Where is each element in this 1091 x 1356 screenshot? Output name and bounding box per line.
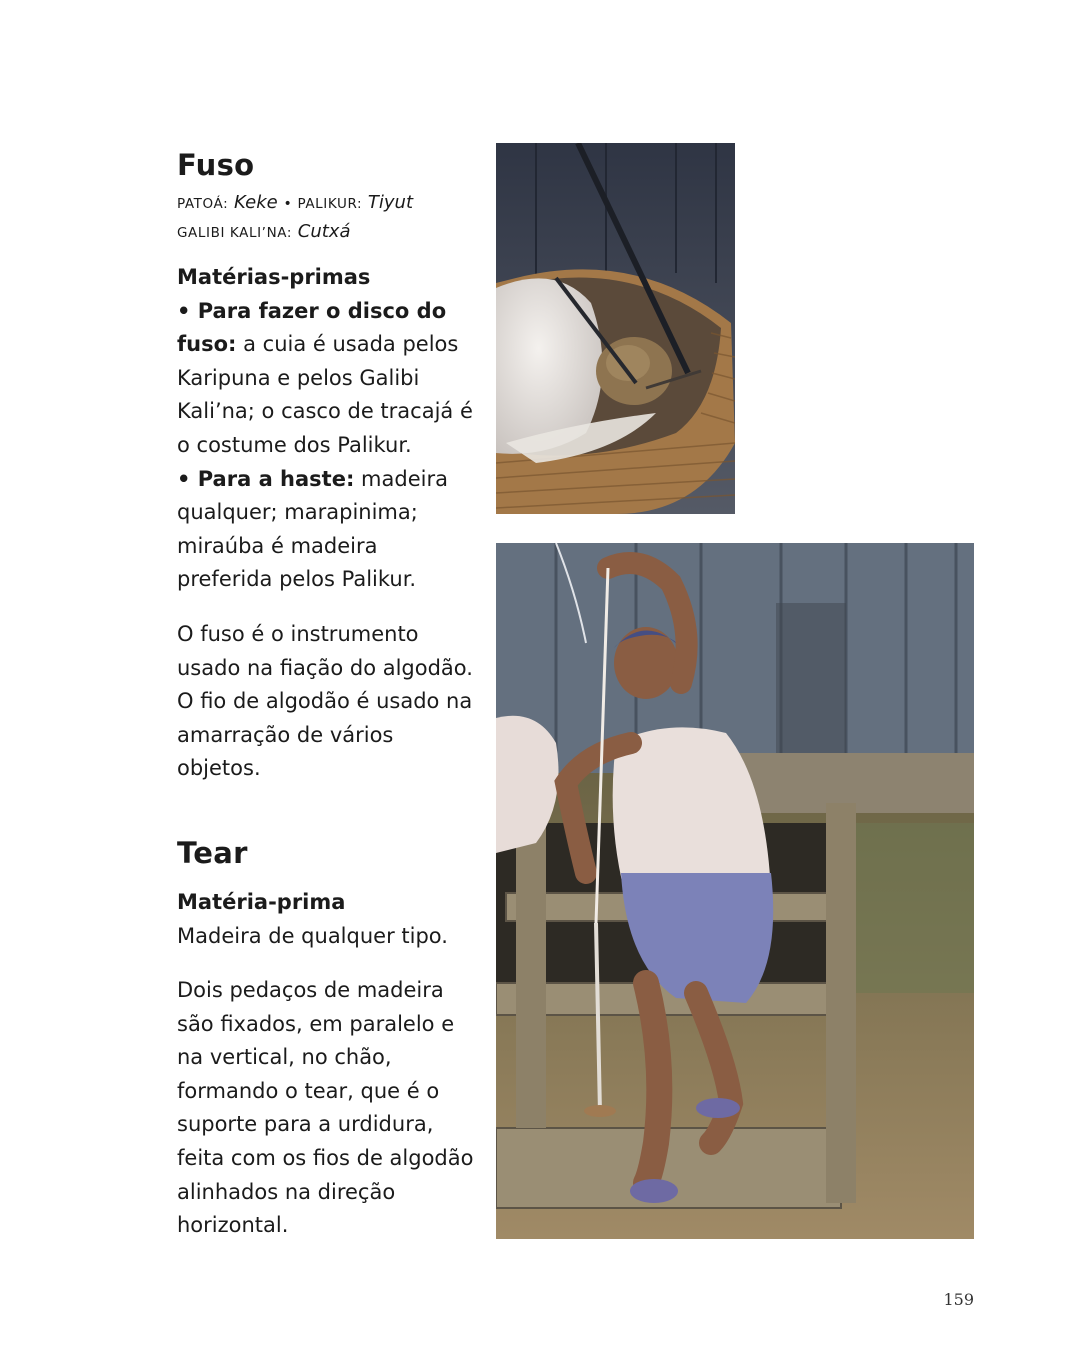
fuso-materials-heading: Matérias-primas <box>177 265 371 289</box>
palikur-name: Tiyut <box>367 192 414 213</box>
fuso-title: Fuso <box>177 148 255 182</box>
fuso-description: O fuso é o instrumento usado na fiação do algodão. O fio de algodão é usado na amarração de vários objetos. <box>177 621 473 781</box>
basket-photo <box>496 143 735 514</box>
tear-title: Tear <box>177 835 248 870</box>
text-column <box>177 146 477 1243</box>
disc-text: a cuia é usada pelos Karipuna e pelos Galibi Kali’na; o casco de tracajá é o costume dos Palikur. <box>177 332 473 457</box>
fuso-indigenous-names <box>177 189 477 247</box>
galibi-name: Cutxá <box>297 221 351 242</box>
spinning-woman-illustration <box>496 543 974 1239</box>
spinning-woman-photo <box>496 543 974 1239</box>
tear-description: Dois pedaços de madeira são fixados, em paralelo e na vertical, no chão, formando o tear, que é o suporte para a urdidura, feita com os fios de algodão alinhados na direção horizontal. <box>177 978 474 1238</box>
tear-material-text: Madeira de qualquer tipo. <box>177 923 448 948</box>
galibi-label: GALIBI KALI’NA: <box>177 225 293 241</box>
tear-material-heading: Matéria-prima <box>177 889 346 914</box>
patoa-label: PATOÁ: <box>177 196 229 212</box>
names-line-2 <box>177 218 477 247</box>
names-separator: • <box>283 196 292 212</box>
names-line-1 <box>177 189 477 218</box>
basket-photo-illustration <box>496 143 735 514</box>
palikur-label: PALIKUR: <box>297 196 363 212</box>
fuso-disc-paragraph <box>177 295 477 463</box>
fuso-haste-paragraph <box>177 463 477 597</box>
haste-label: • Para a haste: <box>177 466 355 491</box>
page-number: 159 <box>943 1290 974 1309</box>
patoa-name: Keke <box>233 192 278 213</box>
disc-label: • Para fazer o disco do fuso: <box>177 298 447 357</box>
haste-text: madeira qualquer; marapinima; miraúba é madeira preferida pelos Palikur. <box>177 466 448 592</box>
